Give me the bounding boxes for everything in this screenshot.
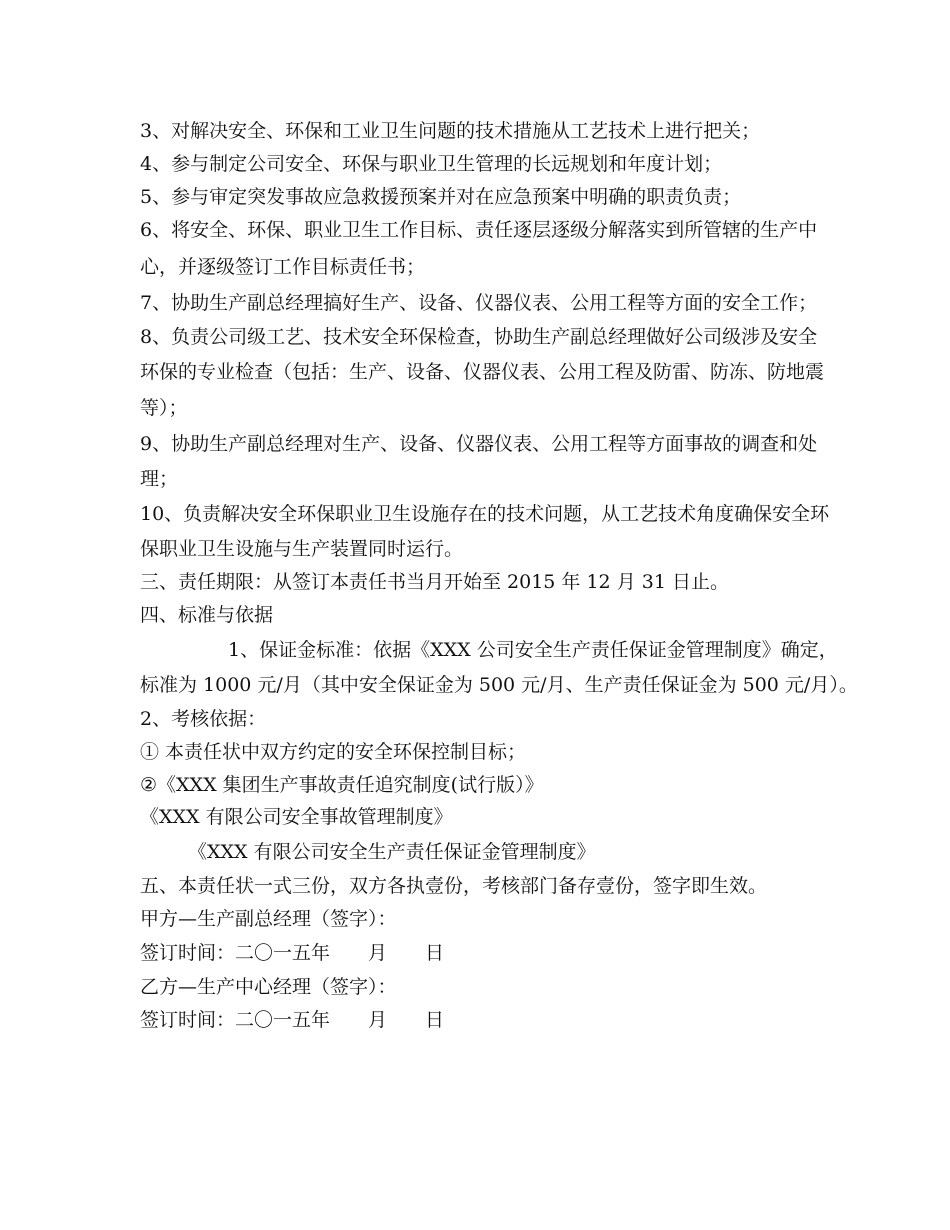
clause-10-line-2: 保职业卫生设施与生产装置同时运行。 bbox=[140, 538, 464, 560]
deposit-standard-line-2: 标准为 1000 元/月（其中安全保证金为 500 元/月、生产责任保证金为 500 元/月）。 bbox=[140, 674, 858, 696]
section-3-term: 三、责任期限：从签订本责任书当月开始至 2015 年 12 月 31 日止。 bbox=[140, 571, 729, 593]
clause-4: 4、参与制定公司安全、环保与职业卫生管理的长远规划和年度计划； bbox=[140, 153, 723, 175]
deposit-standard-line-1: 1、保证金标准：依据《XXX 公司安全生产责任保证金管理制度》确定， bbox=[228, 639, 838, 661]
clause-6-line-1: 6、将安全、环保、职业卫生工作目标、责任逐层逐级分解落实到所管辖的生产中 bbox=[140, 219, 818, 241]
section-5-copies: 五、本责任状一式三份，双方各执壹份，考核部门备存壹份，签字即生效。 bbox=[140, 875, 768, 897]
clause-8-line-2: 环保的专业检查（包括：生产、设备、仪器仪表、公用工程及防雷、防冻、防地震 bbox=[140, 361, 825, 383]
clause-5: 5、参与审定突发事故应急救援预案并对在应急预案中明确的职责负责； bbox=[140, 186, 742, 208]
clause-10-line-1: 10、负责解决安全环保职业卫生设施存在的技术问题，从工艺技术角度确保安全环 bbox=[140, 503, 830, 525]
basis-item-2: ②《XXX 集团生产事故责任追究制度(试行版）》 bbox=[140, 774, 544, 796]
section-4-heading: 四、标准与依据 bbox=[140, 604, 274, 626]
party-a-sign-date: 签订时间：二〇一五年 月 日 bbox=[140, 942, 445, 964]
basis-item-1: ① 本责任状中双方约定的安全环保控制目标； bbox=[140, 741, 527, 763]
assessment-basis-heading: 2、考核依据： bbox=[140, 708, 267, 730]
clause-8-line-1: 8、负责公司级工艺、技术安全环保检查，协助生产副总经理做好公司级涉及安全 bbox=[140, 326, 818, 348]
clause-6-line-2: 心，并逐级签订工作目标责任书； bbox=[140, 256, 426, 278]
party-b-signature: 乙方—生产中心经理（签字）： bbox=[140, 976, 397, 998]
clause-9-line-1: 9、协助生产副总经理对生产、设备、仪器仪表、公用工程等方面事故的调查和处 bbox=[140, 433, 818, 455]
clause-9-line-2: 理； bbox=[140, 468, 179, 490]
basis-item-3: 《XXX 有限公司安全事故管理制度》 bbox=[140, 806, 453, 828]
clause-3: 3、对解决安全、环保和工业卫生问题的技术措施从工艺技术上进行把关； bbox=[140, 120, 761, 142]
clause-8-line-3: 等）； bbox=[140, 397, 188, 419]
party-a-signature: 甲方—生产副总经理（签字）： bbox=[140, 908, 397, 930]
clause-7: 7、协助生产副总经理搞好生产、设备、仪器仪表、公用工程等方面的安全工作； bbox=[140, 292, 818, 314]
basis-item-4: 《XXX 有限公司安全生产责任保证金管理制度》 bbox=[188, 841, 596, 863]
party-b-sign-date: 签订时间：二〇一五年 月 日 bbox=[140, 1009, 445, 1031]
